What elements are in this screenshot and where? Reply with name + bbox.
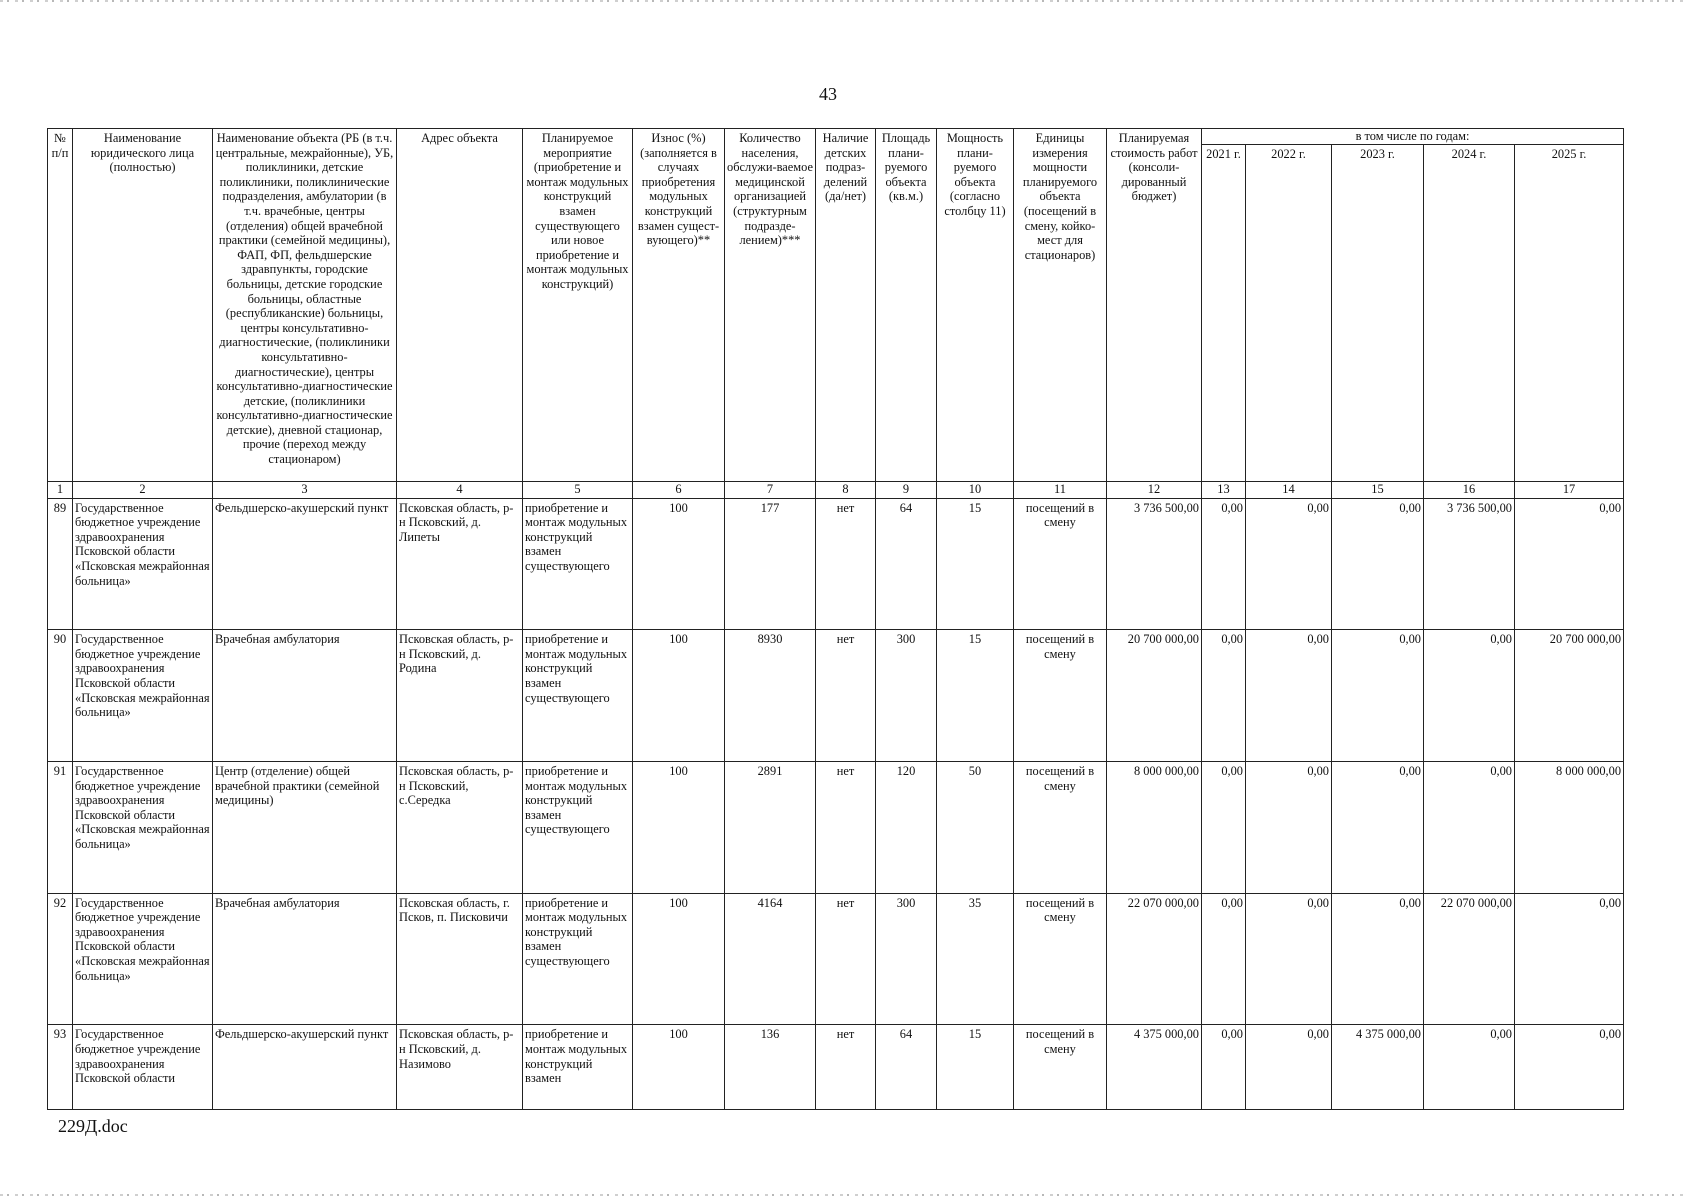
header-action: Планируемое мероприятие (приобретение и монтаж модульных конструкций взамен существующего или новое приобретение и монтаж модульных конструкций): [523, 129, 633, 482]
row-2022: 0,00: [1246, 498, 1332, 630]
column-number: 7: [725, 481, 816, 498]
row-wear: 100: [633, 761, 725, 893]
row-2025: 0,00: [1515, 498, 1624, 630]
table-row: [48, 761, 1624, 893]
column-number: 15: [1332, 481, 1424, 498]
row-object: Центр (отделение) общей врачебной практики (семейной медицины): [213, 761, 397, 893]
column-number: 8: [816, 481, 876, 498]
row-cost: 20 700 000,00: [1107, 630, 1202, 762]
row-unit: посещений в смену: [1014, 893, 1107, 1025]
file-name-footer: 229Д.doc: [58, 1116, 128, 1136]
column-number: 10: [937, 481, 1014, 498]
row-2021: 0,00: [1202, 761, 1246, 893]
column-number: 16: [1424, 481, 1515, 498]
row-2025: 0,00: [1515, 893, 1624, 1025]
row-address: Псковская область, р-н Псковский, д. Липеты: [397, 498, 523, 630]
row-2023: 0,00: [1332, 893, 1424, 1025]
row-area: 300: [876, 630, 937, 762]
header-address: Адрес объекта: [397, 129, 523, 482]
row-area: 300: [876, 893, 937, 1025]
header-area: Площадь плани-руемого объекта (кв.м.): [876, 129, 937, 482]
row-children: нет: [816, 761, 876, 893]
header-cost: Планируемая стоимость работ (консоли-дированный бюджет): [1107, 129, 1202, 482]
objects-table: [47, 128, 1624, 1110]
table-row: [48, 498, 1624, 630]
row-cost: 22 070 000,00: [1107, 893, 1202, 1025]
header-population: Количество населения, обслужи-ваемое медицинской организацией (структурным подразде-лением)***: [725, 129, 816, 482]
row-2023: 4 375 000,00: [1332, 1025, 1424, 1110]
column-number: 9: [876, 481, 937, 498]
row-2024: 0,00: [1424, 761, 1515, 893]
table-row: [48, 893, 1624, 1025]
row-number: 89: [48, 498, 73, 630]
row-population: 136: [725, 1025, 816, 1110]
row-population: 2891: [725, 761, 816, 893]
row-2021: 0,00: [1202, 1025, 1246, 1110]
row-action: приобретение и монтаж модульных конструкций взамен существующего: [523, 498, 633, 630]
header-children: Наличие детских подраз-делений (да/нет): [816, 129, 876, 482]
header-unit: Единицы измерения мощности планируемого объекта (посещений в смену, койко-мест для стационаров): [1014, 129, 1107, 482]
row-object: Врачебная амбулатория: [213, 893, 397, 1025]
row-2023: 0,00: [1332, 761, 1424, 893]
column-number: 1: [48, 481, 73, 498]
header-year-2025: 2025 г.: [1515, 144, 1624, 481]
row-entity: Государственное бюджетное учреждение здравоохранения Псковской области «Псковская межрайонная больница»: [73, 498, 213, 630]
row-address: Псковская область, р-н Псковский, д. Назимово: [397, 1025, 523, 1110]
column-number: 4: [397, 481, 523, 498]
row-wear: 100: [633, 630, 725, 762]
row-2025: 0,00: [1515, 1025, 1624, 1110]
row-capacity: 15: [937, 1025, 1014, 1110]
row-entity: Государственное бюджетное учреждение здравоохранения Псковской области «Псковская межрайонная больница»: [73, 630, 213, 762]
row-entity: Государственное бюджетное учреждение здравоохранения Псковской области «Псковская межрайонная больница»: [73, 893, 213, 1025]
row-wear: 100: [633, 893, 725, 1025]
row-unit: посещений в смену: [1014, 498, 1107, 630]
row-action: приобретение и монтаж модульных конструкций взамен: [523, 1025, 633, 1110]
row-action: приобретение и монтаж модульных конструкций взамен существующего: [523, 893, 633, 1025]
row-2023: 0,00: [1332, 498, 1424, 630]
row-area: 120: [876, 761, 937, 893]
row-number: 90: [48, 630, 73, 762]
table-row: [48, 630, 1624, 762]
column-number-row: [48, 481, 1624, 498]
header-row-top: [48, 129, 1624, 145]
row-2021: 0,00: [1202, 893, 1246, 1025]
column-number: 3: [213, 481, 397, 498]
column-number: 11: [1014, 481, 1107, 498]
row-population: 4164: [725, 893, 816, 1025]
header-years-group: в том числе по годам:: [1202, 129, 1624, 145]
header-year-2024: 2024 г.: [1424, 144, 1515, 481]
header-year-2023: 2023 г.: [1332, 144, 1424, 481]
row-address: Псковская область, р-н Псковский, д. Родина: [397, 630, 523, 762]
row-number: 92: [48, 893, 73, 1025]
row-children: нет: [816, 893, 876, 1025]
row-2022: 0,00: [1246, 893, 1332, 1025]
row-2021: 0,00: [1202, 498, 1246, 630]
row-unit: посещений в смену: [1014, 1025, 1107, 1110]
header-num: № п/п: [48, 129, 73, 482]
row-entity: Государственное бюджетное учреждение здравоохранения Псковской области «Псковская межрайонная больница»: [73, 761, 213, 893]
table-row: [48, 1025, 1624, 1110]
row-object: Фельдшерско-акушерский пункт: [213, 1025, 397, 1110]
row-address: Псковская область, г. Псков, п. Писковичи: [397, 893, 523, 1025]
row-cost: 4 375 000,00: [1107, 1025, 1202, 1110]
row-2021: 0,00: [1202, 630, 1246, 762]
row-2025: 20 700 000,00: [1515, 630, 1624, 762]
row-2024: 0,00: [1424, 1025, 1515, 1110]
row-address: Псковская область, р-н Псковский, с.Середка: [397, 761, 523, 893]
row-2023: 0,00: [1332, 630, 1424, 762]
header-capacity: Мощность плани-руемого объекта (согласно столбцу 11): [937, 129, 1014, 482]
header-wear: Износ (%) (заполняется в случаях приобретения модульных конструкций взамен сущест-вующего)**: [633, 129, 725, 482]
row-2022: 0,00: [1246, 630, 1332, 762]
row-2024: 3 736 500,00: [1424, 498, 1515, 630]
row-wear: 100: [633, 498, 725, 630]
row-capacity: 15: [937, 498, 1014, 630]
header-object: Наименование объекта (РБ (в т.ч. центральные, межрайонные), УБ, поликлиники, детские поликлиники, поликлинические подразделения, амбулатории (в т.ч. врачебные, центры (отделения) общей врачебной практики (семейной медицины), ФАП, ФП, фельдшерские здравпункты, городские больницы, детские городские больницы, областные (республиканские) больницы, центры консультативно-диагностические, (поликлиники консультативно-диагностические), центры консультативно-диагностические детские, (поликлиники консультативно-диагностические детские), дневной стационар, прочие (переход между стационаром): [213, 129, 397, 482]
row-2022: 0,00: [1246, 1025, 1332, 1110]
scan-artifact-bottom: [0, 1194, 1686, 1196]
row-action: приобретение и монтаж модульных конструкций взамен существующего: [523, 761, 633, 893]
row-action: приобретение и монтаж модульных конструкций взамен существующего: [523, 630, 633, 762]
row-object: Врачебная амбулатория: [213, 630, 397, 762]
row-area: 64: [876, 498, 937, 630]
row-children: нет: [816, 630, 876, 762]
column-number: 2: [73, 481, 213, 498]
row-population: 8930: [725, 630, 816, 762]
row-object: Фельдшерско-акушерский пункт: [213, 498, 397, 630]
row-area: 64: [876, 1025, 937, 1110]
row-wear: 100: [633, 1025, 725, 1110]
row-capacity: 50: [937, 761, 1014, 893]
column-number: 14: [1246, 481, 1332, 498]
row-capacity: 15: [937, 630, 1014, 762]
row-number: 91: [48, 761, 73, 893]
row-2024: 22 070 000,00: [1424, 893, 1515, 1025]
column-number: 5: [523, 481, 633, 498]
row-unit: посещений в смену: [1014, 630, 1107, 762]
column-number: 6: [633, 481, 725, 498]
column-number: 13: [1202, 481, 1246, 498]
row-2024: 0,00: [1424, 630, 1515, 762]
scan-artifact-top: [0, 0, 1686, 2]
row-capacity: 35: [937, 893, 1014, 1025]
header-year-2022: 2022 г.: [1246, 144, 1332, 481]
page-number: 43: [819, 84, 837, 104]
row-population: 177: [725, 498, 816, 630]
row-number: 93: [48, 1025, 73, 1110]
row-2022: 0,00: [1246, 761, 1332, 893]
row-cost: 8 000 000,00: [1107, 761, 1202, 893]
row-entity: Государственное бюджетное учреждение здравоохранения Псковской области: [73, 1025, 213, 1110]
header-year-2021: 2021 г.: [1202, 144, 1246, 481]
row-2025: 8 000 000,00: [1515, 761, 1624, 893]
row-unit: посещений в смену: [1014, 761, 1107, 893]
column-number: 17: [1515, 481, 1624, 498]
row-cost: 3 736 500,00: [1107, 498, 1202, 630]
header-entity: Наименование юридического лица (полностью): [73, 129, 213, 482]
row-children: нет: [816, 1025, 876, 1110]
row-children: нет: [816, 498, 876, 630]
column-number: 12: [1107, 481, 1202, 498]
